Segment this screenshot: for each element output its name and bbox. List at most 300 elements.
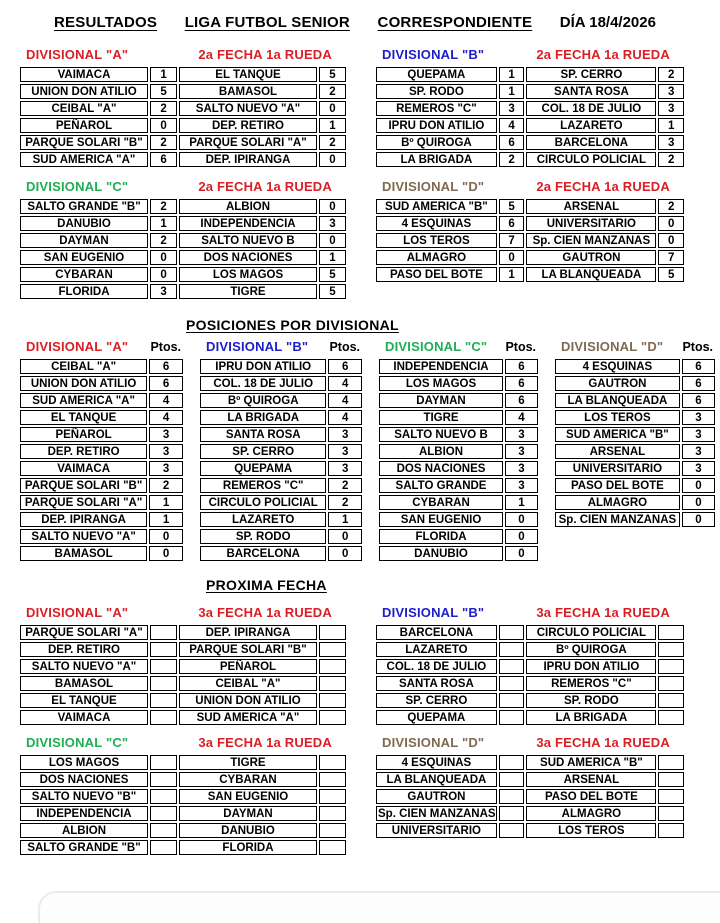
team-cell: LAZARETO	[526, 118, 656, 133]
team-cell: SUD AMERICA "A"	[20, 393, 147, 408]
score-cell	[499, 755, 525, 770]
team-cell: CIRCULO POLICIAL	[526, 152, 656, 167]
team-cell: COL. 18 DE JULIO	[376, 659, 497, 674]
team-cell: DANUBIO	[179, 823, 317, 838]
division-title: DIVISIONAL "C"	[385, 339, 488, 354]
score-cell	[658, 806, 684, 821]
table-row	[555, 410, 715, 425]
score-cell: 1	[499, 267, 525, 282]
team-cell: SALTO GRANDE	[379, 478, 503, 493]
score-cell: 1	[499, 67, 525, 82]
team-cell: INDEPENDENCIA	[179, 216, 317, 231]
table-row	[376, 642, 684, 657]
team-cell: DOS NACIONES	[20, 772, 148, 787]
table-row	[555, 393, 715, 408]
score-cell	[499, 659, 525, 674]
score-cell	[658, 710, 684, 725]
table-row	[555, 444, 715, 459]
team-cell: LOS TEROS	[526, 823, 656, 838]
score-cell: 0	[150, 250, 177, 265]
fixtures-section-title: PROXIMA FECHA	[206, 577, 327, 593]
fecha-label: 2a FECHA 1a RUEDA	[198, 179, 332, 194]
table-row	[20, 625, 346, 640]
team-cell: SALTO GRANDE "B"	[20, 199, 148, 214]
score-cell: 0	[682, 478, 715, 493]
table-row	[20, 376, 183, 391]
table-row	[20, 529, 183, 544]
score-cell	[658, 659, 684, 674]
team-cell: 4 ESQUINAS	[555, 359, 680, 374]
table-row	[200, 461, 362, 476]
team-cell: COL. 18 DE JULIO	[200, 376, 326, 391]
table-row	[20, 393, 183, 408]
score-cell: 2	[658, 199, 684, 214]
results-head-c	[18, 179, 348, 197]
score-cell: 2	[499, 152, 525, 167]
score-cell: 3	[149, 427, 183, 442]
table-row	[379, 461, 538, 476]
team-cell: SP. CERRO	[526, 67, 656, 82]
team-cell: 4 ESQUINAS	[376, 216, 497, 231]
score-cell: 0	[658, 216, 684, 231]
team-cell: ARSENAL	[526, 772, 656, 787]
score-cell: 6	[499, 135, 525, 150]
score-cell: 0	[658, 233, 684, 248]
team-cell: FLORIDA	[179, 840, 317, 855]
team-cell: UNION DON ATILIO	[20, 376, 147, 391]
score-cell: 6	[682, 393, 715, 408]
table-row	[20, 642, 346, 657]
score-cell: 2	[150, 199, 177, 214]
team-cell: LA BLANQUEADA	[376, 772, 497, 787]
score-cell: 0	[319, 152, 346, 167]
score-cell: 7	[499, 233, 525, 248]
table-row	[376, 789, 684, 804]
team-cell: Bº QUIROGA	[376, 135, 497, 150]
team-cell: LA BRIGADA	[376, 152, 497, 167]
fixtures-row-1	[0, 605, 720, 727]
table-row	[20, 284, 346, 299]
team-cell: REMEROS "C"	[526, 676, 656, 691]
score-cell: 3	[319, 216, 346, 231]
standings-head-b	[198, 339, 364, 357]
standings-head-c	[377, 339, 540, 357]
team-cell: LOS MAGOS	[379, 376, 503, 391]
table-row	[555, 512, 715, 527]
table-row	[379, 546, 538, 561]
score-cell	[499, 625, 525, 640]
results-head-b	[374, 47, 686, 65]
table-row	[20, 676, 346, 691]
score-cell: 4	[499, 118, 525, 133]
team-cell: QUEPAMA	[200, 461, 326, 476]
team-cell: VAIMACA	[20, 461, 147, 476]
team-cell: LA BRIGADA	[200, 410, 326, 425]
division-title: DIVISIONAL "D"	[561, 339, 664, 354]
table-row	[379, 478, 538, 493]
results-header-label: RESULTADOS	[54, 14, 158, 31]
score-cell: 4	[149, 410, 183, 425]
fixtures-table-b	[374, 623, 686, 727]
score-cell: 1	[150, 216, 177, 231]
table-row	[376, 84, 684, 99]
team-cell: SP. CERRO	[200, 444, 326, 459]
team-cell: SP. CERRO	[376, 693, 497, 708]
score-cell: 5	[150, 84, 177, 99]
table-row	[20, 216, 346, 231]
fixtures-head-a	[18, 605, 348, 623]
table-row	[379, 529, 538, 544]
team-cell: REMEROS "C"	[200, 478, 326, 493]
score-cell: 6	[149, 359, 183, 374]
score-cell	[319, 693, 346, 708]
score-cell: 6	[505, 393, 538, 408]
team-cell: EL TANQUE	[179, 67, 317, 82]
table-row	[20, 359, 183, 374]
score-cell: 3	[149, 461, 183, 476]
team-cell: DANUBIO	[20, 216, 148, 231]
score-cell: 2	[150, 101, 177, 116]
score-cell	[319, 840, 346, 855]
score-cell: 5	[319, 284, 346, 299]
division-title: DIVISIONAL "A"	[26, 605, 129, 620]
score-cell	[658, 642, 684, 657]
table-row	[20, 461, 183, 476]
score-cell: 1	[658, 118, 684, 133]
score-cell	[319, 642, 346, 657]
division-title: DIVISIONAL "B"	[382, 47, 485, 62]
table-row	[20, 267, 346, 282]
table-row	[376, 710, 684, 725]
score-cell: 0	[319, 199, 346, 214]
score-cell: 0	[682, 512, 715, 527]
team-cell: DEP. IPIRANGA	[179, 625, 317, 640]
score-cell: 2	[150, 233, 177, 248]
team-cell: PEÑAROL	[20, 118, 148, 133]
score-cell: 0	[150, 118, 177, 133]
score-cell	[499, 642, 525, 657]
fecha-label: 3a FECHA 1a RUEDA	[198, 605, 332, 620]
fixtures-head-d	[374, 735, 686, 753]
team-cell: DEP. RETIRO	[179, 118, 317, 133]
team-cell: LA BLANQUEADA	[526, 267, 656, 282]
score-cell: 0	[319, 233, 346, 248]
team-cell: ARSENAL	[555, 444, 680, 459]
score-cell	[319, 755, 346, 770]
team-cell: SANTA ROSA	[526, 84, 656, 99]
team-cell: SUD AMERICA "B"	[526, 755, 656, 770]
score-cell: 4	[328, 410, 362, 425]
score-cell: 0	[328, 529, 362, 544]
score-cell: 3	[682, 444, 715, 459]
team-cell: SAN EUGENIO	[179, 789, 317, 804]
score-cell	[319, 806, 346, 821]
standings-block-division-b	[198, 339, 364, 563]
table-row	[20, 84, 346, 99]
team-cell: SAN EUGENIO	[20, 250, 148, 265]
score-cell: 6	[682, 359, 715, 374]
team-cell: DOS NACIONES	[179, 250, 317, 265]
table-row	[379, 359, 538, 374]
score-cell	[658, 625, 684, 640]
score-cell: 3	[499, 101, 525, 116]
score-cell	[319, 710, 346, 725]
team-cell: SUD AMERICA "B"	[555, 427, 680, 442]
table-row	[20, 823, 346, 838]
division-title: DIVISIONAL "C"	[26, 179, 129, 194]
score-cell: 2	[319, 84, 346, 99]
fecha-label: 2a FECHA 1a RUEDA	[198, 47, 332, 62]
score-cell: 3	[658, 101, 684, 116]
table-row	[200, 410, 362, 425]
team-cell: LOS MAGOS	[20, 755, 148, 770]
table-row	[20, 755, 346, 770]
team-cell: SALTO NUEVO "A"	[179, 101, 317, 116]
team-cell: DAYMAN	[179, 806, 317, 821]
table-row	[376, 772, 684, 787]
team-cell: QUEPAMA	[376, 67, 497, 82]
table-row	[20, 101, 346, 116]
score-cell: 7	[658, 250, 684, 265]
table-row	[20, 444, 183, 459]
score-cell	[319, 676, 346, 691]
team-cell: DAYMAN	[20, 233, 148, 248]
team-cell: BAMASOL	[20, 676, 148, 691]
table-row	[379, 512, 538, 527]
score-cell	[499, 789, 525, 804]
score-cell: 3	[658, 84, 684, 99]
standings-row	[0, 339, 720, 563]
score-cell: 3	[328, 461, 362, 476]
team-cell: LOS MAGOS	[179, 267, 317, 282]
score-cell: 5	[319, 267, 346, 282]
standings-block-division-c	[377, 339, 540, 563]
fixtures-block-division-d	[374, 735, 686, 857]
table-row	[20, 789, 346, 804]
score-cell: 3	[328, 427, 362, 442]
table-row	[555, 478, 715, 493]
team-cell: DAYMAN	[379, 393, 503, 408]
team-cell: LA BLANQUEADA	[555, 393, 680, 408]
score-cell: 6	[150, 152, 177, 167]
score-cell	[150, 676, 177, 691]
table-row	[376, 152, 684, 167]
team-cell: LOS TEROS	[555, 410, 680, 425]
corresponding-label: CORRESPONDIENTE	[377, 14, 533, 31]
table-row	[20, 806, 346, 821]
table-row	[200, 478, 362, 493]
score-cell: 3	[505, 461, 538, 476]
team-cell: GAUTRON	[376, 789, 497, 804]
score-cell: 0	[499, 250, 525, 265]
fixtures-block-division-b	[374, 605, 686, 727]
score-cell: 2	[658, 67, 684, 82]
team-cell: TIGRE	[179, 284, 317, 299]
team-cell: BAMASOL	[20, 546, 147, 561]
team-cell: ALBION	[179, 199, 317, 214]
score-cell: 0	[319, 101, 346, 116]
score-cell	[499, 693, 525, 708]
team-cell: Sp. CIEN MANZANAS	[378, 807, 496, 820]
team-cell: SALTO GRANDE "B"	[20, 840, 148, 855]
team-cell: SP. RODO	[526, 693, 656, 708]
team-cell: SANTA ROSA	[200, 427, 326, 442]
table-row	[20, 135, 346, 150]
points-label: Ptos.	[682, 340, 713, 354]
score-cell	[319, 625, 346, 640]
team-cell: INDEPENDENCIA	[379, 359, 503, 374]
team-cell: GAUTRON	[526, 250, 656, 265]
score-cell	[499, 710, 525, 725]
score-cell: 4	[328, 393, 362, 408]
table-row	[555, 359, 715, 374]
table-row	[379, 427, 538, 442]
division-title: DIVISIONAL "A"	[26, 339, 129, 354]
score-cell	[319, 789, 346, 804]
team-cell: SALTO NUEVO B	[179, 233, 317, 248]
table-row	[20, 410, 183, 425]
division-title: DIVISIONAL "B"	[206, 339, 309, 354]
score-cell	[150, 823, 177, 838]
fixtures-title-wrap	[206, 577, 720, 595]
table-row	[376, 250, 684, 265]
team-cell: PARQUE SOLARI "B"	[179, 642, 317, 657]
table-row	[200, 546, 362, 561]
team-cell: ALMAGRO	[526, 806, 656, 821]
table-row	[376, 625, 684, 640]
score-cell	[150, 840, 177, 855]
score-cell: 3	[328, 444, 362, 459]
table-row	[376, 267, 684, 282]
score-cell: 6	[505, 376, 538, 391]
standings-block-division-d	[553, 339, 717, 563]
score-cell: 4	[505, 410, 538, 425]
team-cell: INDEPENDENCIA	[20, 806, 148, 821]
results-block-division-b	[374, 47, 686, 169]
team-cell: SAN EUGENIO	[379, 512, 503, 527]
team-cell: PARQUE SOLARI "A"	[179, 135, 317, 150]
team-cell: PEÑAROL	[179, 659, 317, 674]
points-label: Ptos.	[150, 340, 181, 354]
score-cell	[150, 693, 177, 708]
table-row	[376, 199, 684, 214]
team-cell: ALBION	[20, 823, 148, 838]
score-cell: 0	[505, 529, 538, 544]
team-cell: DOS NACIONES	[379, 461, 503, 476]
score-cell: 0	[150, 267, 177, 282]
results-table-c	[18, 197, 348, 301]
team-cell: ALMAGRO	[555, 495, 680, 510]
fecha-label: 3a FECHA 1a RUEDA	[536, 735, 670, 750]
table-row	[20, 152, 346, 167]
match-date: DÍA 18/4/2026	[559, 14, 656, 31]
table-row	[200, 495, 362, 510]
table-row	[20, 478, 183, 493]
table-row	[200, 376, 362, 391]
table-row	[376, 693, 684, 708]
table-row	[20, 427, 183, 442]
standings-title-wrap	[186, 317, 720, 335]
bottom-card-edge	[38, 891, 720, 923]
team-cell: SP. RODO	[200, 529, 326, 544]
team-cell: PARQUE SOLARI "B"	[20, 478, 147, 493]
team-cell: CYBARAN	[379, 495, 503, 510]
table-row	[379, 376, 538, 391]
table-row	[379, 410, 538, 425]
team-cell: ARSENAL	[526, 199, 656, 214]
team-cell: CEIBAL "A"	[179, 676, 317, 691]
table-row	[376, 823, 684, 838]
score-cell: 2	[328, 478, 362, 493]
team-cell: 4 ESQUINAS	[376, 755, 497, 770]
team-cell: SUD AMERICA "A"	[179, 710, 317, 725]
team-cell: PARQUE SOLARI "A"	[20, 495, 147, 510]
table-row	[376, 676, 684, 691]
score-cell: 3	[149, 444, 183, 459]
results-row-2	[0, 179, 720, 301]
page-header	[0, 0, 720, 31]
table-row	[20, 772, 346, 787]
score-cell: 0	[149, 529, 183, 544]
score-cell: 5	[319, 67, 346, 82]
score-cell	[319, 772, 346, 787]
team-cell: Bº QUIROGA	[526, 642, 656, 657]
table-row	[20, 67, 346, 82]
results-head-d	[374, 179, 686, 197]
team-cell: CYBARAN	[20, 267, 148, 282]
division-title: DIVISIONAL "C"	[26, 735, 129, 750]
score-cell: 3	[682, 410, 715, 425]
table-row	[200, 444, 362, 459]
table-row	[376, 233, 684, 248]
score-cell: 1	[149, 495, 183, 510]
table-row	[200, 529, 362, 544]
team-cell: UNION DON ATILIO	[20, 84, 148, 99]
fixtures-row-2	[0, 735, 720, 857]
league-title: LIGA FUTBOL SENIOR	[184, 14, 350, 31]
table-row	[20, 512, 183, 527]
score-cell: 2	[328, 495, 362, 510]
score-cell	[150, 659, 177, 674]
score-cell: 1	[319, 118, 346, 133]
team-cell: CEIBAL "A"	[20, 359, 147, 374]
score-cell	[658, 823, 684, 838]
table-row	[379, 495, 538, 510]
fecha-label: 2a FECHA 1a RUEDA	[536, 179, 670, 194]
fecha-label: 3a FECHA 1a RUEDA	[536, 605, 670, 620]
table-row	[20, 118, 346, 133]
score-cell	[150, 806, 177, 821]
score-cell	[319, 823, 346, 838]
team-cell: CYBARAN	[179, 772, 317, 787]
team-cell: SALTO NUEVO B	[379, 427, 503, 442]
score-cell	[499, 823, 525, 838]
team-cell: SANTA ROSA	[376, 676, 497, 691]
team-cell: LAZARETO	[200, 512, 326, 527]
score-cell: 6	[328, 359, 362, 374]
fixtures-table-d	[374, 753, 686, 840]
team-cell: DEP. RETIRO	[20, 444, 147, 459]
team-cell: DEP. IPIRANGA	[20, 512, 147, 527]
standings-block-division-a	[18, 339, 185, 563]
table-row	[20, 659, 346, 674]
score-cell: 0	[505, 512, 538, 527]
team-cell: SP. RODO	[376, 84, 497, 99]
score-cell: 1	[328, 512, 362, 527]
team-cell: REMEROS "C"	[376, 101, 497, 116]
score-cell: 3	[505, 444, 538, 459]
team-cell: IPRU DON ATILIO	[200, 359, 326, 374]
